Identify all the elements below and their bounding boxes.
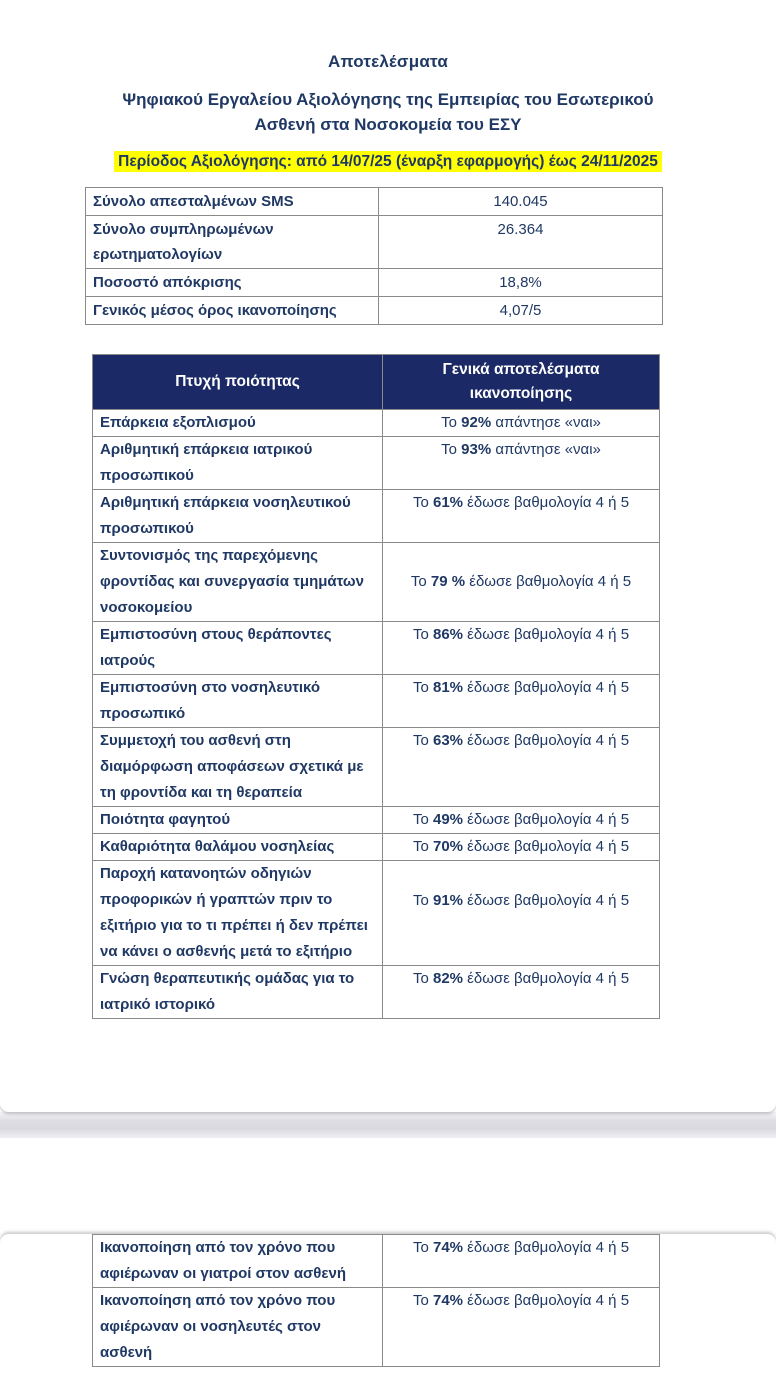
page-separator (0, 1112, 776, 1138)
quality-aspect-label: Καθαριότητα θαλάμου νοσηλείας (93, 833, 383, 860)
summary-value: 4,07/5 (379, 296, 663, 324)
table-row (86, 215, 663, 268)
table-row (93, 833, 660, 860)
quality-aspect-header: Πτυχή ποιότητας (93, 354, 383, 409)
table-header-row (93, 354, 660, 409)
quality-result-value: Το 49% έδωσε βαθμολογία 4 ή 5 (383, 806, 660, 833)
quality-aspect-label: Παροχή κατανοητών οδηγιών προφορικών ή γραπτών πριν το εξιτήριο για το τι πρέπει ή δεν πρέπει να κάνει ο ασθενής μετά το εξιτήριο (93, 860, 383, 965)
evaluation-period-line (0, 153, 776, 171)
quality-result-value: Το 93% απάντησε «ναι» (383, 436, 660, 489)
summary-label: Σύνολο απεσταλμένων SMS (86, 187, 379, 215)
quality-table (92, 354, 660, 1019)
table-row (93, 489, 660, 542)
table-row (93, 409, 660, 436)
summary-value: 140.045 (379, 187, 663, 215)
table-row (93, 674, 660, 727)
quality-result-value: Το 86% έδωσε βαθμολογία 4 ή 5 (383, 621, 660, 674)
quality-result-value: Το 61% έδωσε βαθμολογία 4 ή 5 (383, 489, 660, 542)
quality-result-value: Το 74% έδωσε βαθμολογία 4 ή 5 (383, 1288, 660, 1367)
summary-table (85, 187, 663, 325)
summary-label: Σύνολο συμπληρωμένων ερωτηματολογίων (86, 215, 379, 268)
quality-aspect-label: Εμπιστοσύνη στο νοσηλευτικό προσωπικό (93, 674, 383, 727)
quality-result-value: Το 82% έδωσε βαθμολογία 4 ή 5 (383, 965, 660, 1018)
quality-aspect-label: Αριθμητική επάρκεια νοσηλευτικού προσωπικού (93, 489, 383, 542)
quality-aspect-label: Ικανοποίηση από τον χρόνο που αφιέρωναν οι γιατροί στον ασθενή (93, 1235, 383, 1288)
quality-aspect-label: Ποιότητα φαγητού (93, 806, 383, 833)
document-page-2 (0, 1234, 776, 1388)
table-row (86, 296, 663, 324)
quality-result-value: Το 70% έδωσε βαθμολογία 4 ή 5 (383, 833, 660, 860)
quality-result-value: Το 79 % έδωσε βαθμολογία 4 ή 5 (383, 542, 660, 621)
time-satisfaction-table (92, 1234, 660, 1367)
quality-result-value: Το 81% έδωσε βαθμολογία 4 ή 5 (383, 674, 660, 727)
quality-aspect-label: Συμμετοχή του ασθενή στη διαμόρφωση αποφάσεων σχετικά με τη φροντίδα και τη θεραπεία (93, 727, 383, 806)
evaluation-period-highlight: Περίοδος Αξιολόγησης: από 14/07/25 (έναρξη εφαρμογής) έως 24/11/2025 (114, 151, 662, 172)
table-row (93, 542, 660, 621)
quality-aspect-label: Αριθμητική επάρκεια ιατρικού προσωπικού (93, 436, 383, 489)
summary-label: Ποσοστό απόκρισης (86, 268, 379, 296)
quality-aspect-label: Εμπιστοσύνη στους θεράποντες ιατρούς (93, 621, 383, 674)
quality-aspect-label: Γνώση θεραπευτικής ομάδας για το ιατρικό ιστορικό (93, 965, 383, 1018)
quality-aspect-label: Ικανοποίηση από τον χρόνο που αφιέρωναν οι νοσηλευτές στον ασθενή (93, 1288, 383, 1367)
table-row (93, 621, 660, 674)
table-row (93, 1235, 660, 1288)
table-row (93, 965, 660, 1018)
table-row (93, 727, 660, 806)
table-row (86, 268, 663, 296)
page-title: Αποτελέσματα (328, 52, 448, 71)
quality-result-value: Το 74% έδωσε βαθμολογία 4 ή 5 (383, 1235, 660, 1288)
summary-value: 26.364 (379, 215, 663, 268)
page-subtitle: Ψηφιακού Εργαλείου Αξιολόγησης της Εμπειρίας του Εσωτερικού Ασθενή στα Νοσοκομεία του ΕΣΥ (122, 90, 654, 134)
quality-results-header: Γενικά αποτελέσματα ικανοποίησης (383, 354, 660, 409)
table-row (93, 806, 660, 833)
summary-label: Γενικός μέσος όρος ικανοποίησης (86, 296, 379, 324)
table-row (93, 436, 660, 489)
quality-result-value: Το 63% έδωσε βαθμολογία 4 ή 5 (383, 727, 660, 806)
table-row (93, 860, 660, 965)
summary-value: 18,8% (379, 268, 663, 296)
table-row (93, 1288, 660, 1367)
quality-result-value: Το 91% έδωσε βαθμολογία 4 ή 5 (383, 860, 660, 965)
quality-aspect-label: Συντονισμός της παρεχόμενης φροντίδας και συνεργασία τμημάτων νοσοκομείου (93, 542, 383, 621)
quality-aspect-label: Επάρκεια εξοπλισμού (93, 409, 383, 436)
quality-result-value: Το 92% απάντησε «ναι» (383, 409, 660, 436)
table-row (86, 187, 663, 215)
